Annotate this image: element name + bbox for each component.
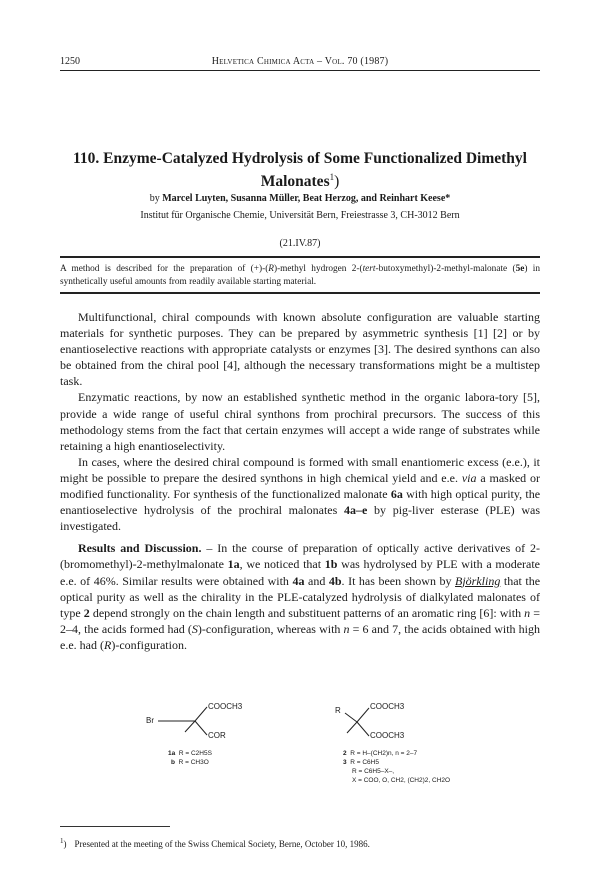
header-rule — [60, 70, 540, 71]
cooch3-label-right-top: COOCH3 — [370, 702, 405, 711]
journal-name: Helvetica Chimica Acta – Vol. 70 (1987) — [211, 56, 389, 67]
footnote: $^1$) Presented at the meeting of the Swiss Chemical Society, Berne, October 10, 1986. — [60, 837, 370, 849]
paragraph-results: Results and Discussion. – In the course of preparation of optically active derivatives of 2-(bromomethyl)-2-methylmalonate 1a, we noticed that 1b was hydrolysed by PLE with a moderate e.e. of 46%. Similar results were obtained with 4a and 4b. It has been shown by Björkling that the optical purity as well as the chirality in the PLE-catalyzed hydrolysis of dialkylated malonates of type 2 depend strongly on the chain length and substituent patterns of an aromatic ring [6]: with n = 2–4, the acids formed had (S)-configuration, whereas with n = 6 and 7, the acids obtained with high e.e. had (R)-configuration. — [60, 541, 541, 652]
paragraph-1: Multifunctional, chiral compounds with known absolute configuration are valuable starting materials for synthetic purposes. They can be prepared by asymmetric synthesis [1] [2] or by enantioselective reactions with appropriate catalysts or enzymes [3]. The desired synthons can also be obtained from the chiral pool [4], although the necessary transformations might be a multistep task. — [60, 310, 540, 389]
body-text — [60, 309, 540, 653]
footnote-mark: 1 — [60, 837, 64, 845]
footnote-rule — [60, 826, 170, 827]
compound-3-def-c: X = COO, O, CH2, (CH2)2, CH2O — [352, 777, 451, 784]
cooch3-label-left: COOCH3 — [208, 702, 243, 711]
paragraph-3: In cases, where the desired chiral compound is formed with small enantiomeric excess (e.e.), it might be possible to prepare the desired synthons in high chemical yield and e.e. via a masked or modified functionality. For synthesis of the functionalized malonate 6a with high optical purity, the enantioselective hydrolysis of the prochiral malonates 4a–e by pig-liver esterase (PLE) was investigated. — [60, 454, 541, 534]
structure-drawing — [60, 700, 540, 810]
structure-figure — [60, 700, 540, 810]
abstract-rule-top — [60, 256, 540, 258]
abstract-rule-bottom — [60, 292, 540, 294]
compound-2-def: 2 R = H–(CH2)n, n = 2–7 — [343, 750, 418, 757]
br-label: Br — [146, 716, 154, 725]
affiliation: Institut für Organische Chemie, Universität Bern, Freiestrasse 3, CH-3012 Bern — [140, 210, 460, 221]
cor-label: COR — [208, 731, 226, 740]
article-title: 110. Enzyme-Catalyzed Hydrolysis of Some Functionalized Dimethyl Malonates$^1$) — [73, 150, 527, 191]
received-date: (21.IV.87) — [279, 238, 321, 249]
paragraph-2: Enzymatic reactions, by now an established synthetic method in the organic labora-tory [5], provide a wide range of useful chiral synthons from prochiral precursors. The success of this methodology stems from the fact that certain enzymes will accept a wide range of substrates while retaining a high enantioselectivity. — [60, 390, 540, 453]
compound-3-def: 3 R = C6H5 — [343, 759, 379, 766]
compound-1a-def: 1a R = C2H5S — [168, 750, 212, 757]
section-heading: Results and Discussion. — [78, 541, 202, 556]
r-label: R — [335, 706, 341, 715]
author-names: Marcel Luyten, Susanna Müller, Beat Herzog, and Reinhart Keese* — [162, 193, 451, 204]
author-line: by Marcel Luyten, Susanna Müller, Beat Herzog, and Reinhart Keese* — [149, 193, 451, 204]
title-footnote-mark: 1 — [329, 172, 335, 182]
cooch3-label-right-bottom: COOCH3 — [370, 731, 405, 740]
compound-3-def-b: R = C6H5–X–, — [352, 768, 395, 775]
footnote-text: Presented at the meeting of the Swiss Chemical Society, Berne, October 10, 1986. — [74, 839, 370, 849]
compound-1b-def: b R = CH3O — [171, 759, 209, 766]
abstract: A method is described for the preparation of (+)-(R)-methyl hydrogen 2-(tert-butoxymethyl)-2-methyl-malonate (5e) in synthetically useful amounts from readily available starting material. — [60, 264, 540, 287]
page-number: 1250 — [60, 56, 80, 67]
